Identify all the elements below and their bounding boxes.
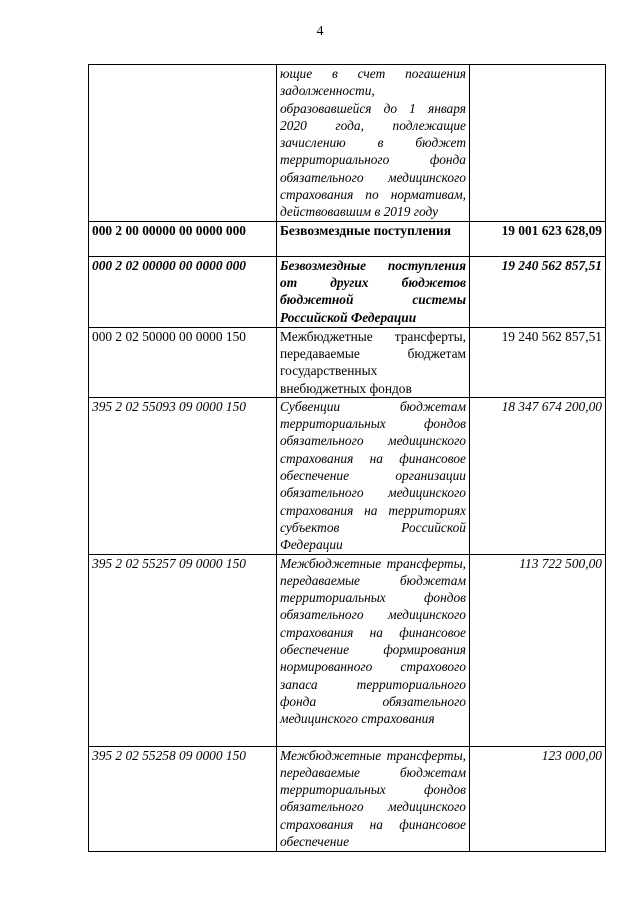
row-name: Межбюджетные трансферты, передаваемые бюджетам государственных внебюджетных фондов bbox=[277, 327, 470, 397]
table-row bbox=[89, 746, 606, 851]
row-amount: 19 240 562 857,51 bbox=[470, 327, 606, 397]
row-amount: 113 722 500,00 bbox=[470, 554, 606, 746]
row-amount bbox=[470, 65, 606, 222]
page-number: 4 bbox=[316, 24, 324, 39]
row-code: 395 2 02 55257 09 0000 150 bbox=[89, 554, 277, 746]
row-code: 395 2 02 55258 09 0000 150 bbox=[89, 746, 277, 851]
row-code: 395 2 02 55093 09 0000 150 bbox=[89, 397, 277, 554]
row-name: Межбюджетные трансферты, передаваемые бюджетам территориальных фондов обязательного медицинского страхования на финансовое обеспечение bbox=[277, 746, 470, 851]
row-amount: 18 347 674 200,00 bbox=[470, 397, 606, 554]
table-row bbox=[89, 256, 606, 327]
row-amount: 19 001 623 628,09 bbox=[470, 221, 606, 256]
table-row bbox=[89, 397, 606, 554]
row-amount: 123 000,00 bbox=[470, 746, 606, 851]
row-name: Безвозмездные поступления от других бюджетов бюджетной системы Российской Федерации bbox=[277, 256, 470, 327]
row-amount: 19 240 562 857,51 bbox=[470, 256, 606, 327]
row-name: Безвозмездные поступления bbox=[277, 221, 470, 256]
row-code bbox=[89, 65, 277, 222]
budget-revenue-table bbox=[88, 64, 606, 852]
table-row bbox=[89, 554, 606, 746]
row-name: Субвенции бюджетам территориальных фондов обязательного медицинского страхования на финансовое обеспечение организации обязательного медицинского страхования на территориях субъектов Российской Федерации bbox=[277, 397, 470, 554]
table-row bbox=[89, 327, 606, 397]
table-row bbox=[89, 221, 606, 256]
table-row bbox=[89, 65, 606, 222]
row-name: Межбюджетные трансферты, передаваемые бюджетам территориальных фондов обязательного медицинского страхования на финансовое обеспечение формирования нормированного страхового запаса территориального фонда обязательного медицинского страхования bbox=[277, 554, 470, 746]
row-code: 000 2 02 50000 00 0000 150 bbox=[89, 327, 277, 397]
row-code: 000 2 02 00000 00 0000 000 bbox=[89, 256, 277, 327]
row-code: 000 2 00 00000 00 0000 000 bbox=[89, 221, 277, 256]
row-name: ющие в счет погашения задолженности, образовавшейся до 1 января 2020 года, подлежащие зачислению в бюджет территориального фонда обязательного медицинского страхования по нормативам, действовавшим в 2019 году bbox=[277, 65, 470, 222]
